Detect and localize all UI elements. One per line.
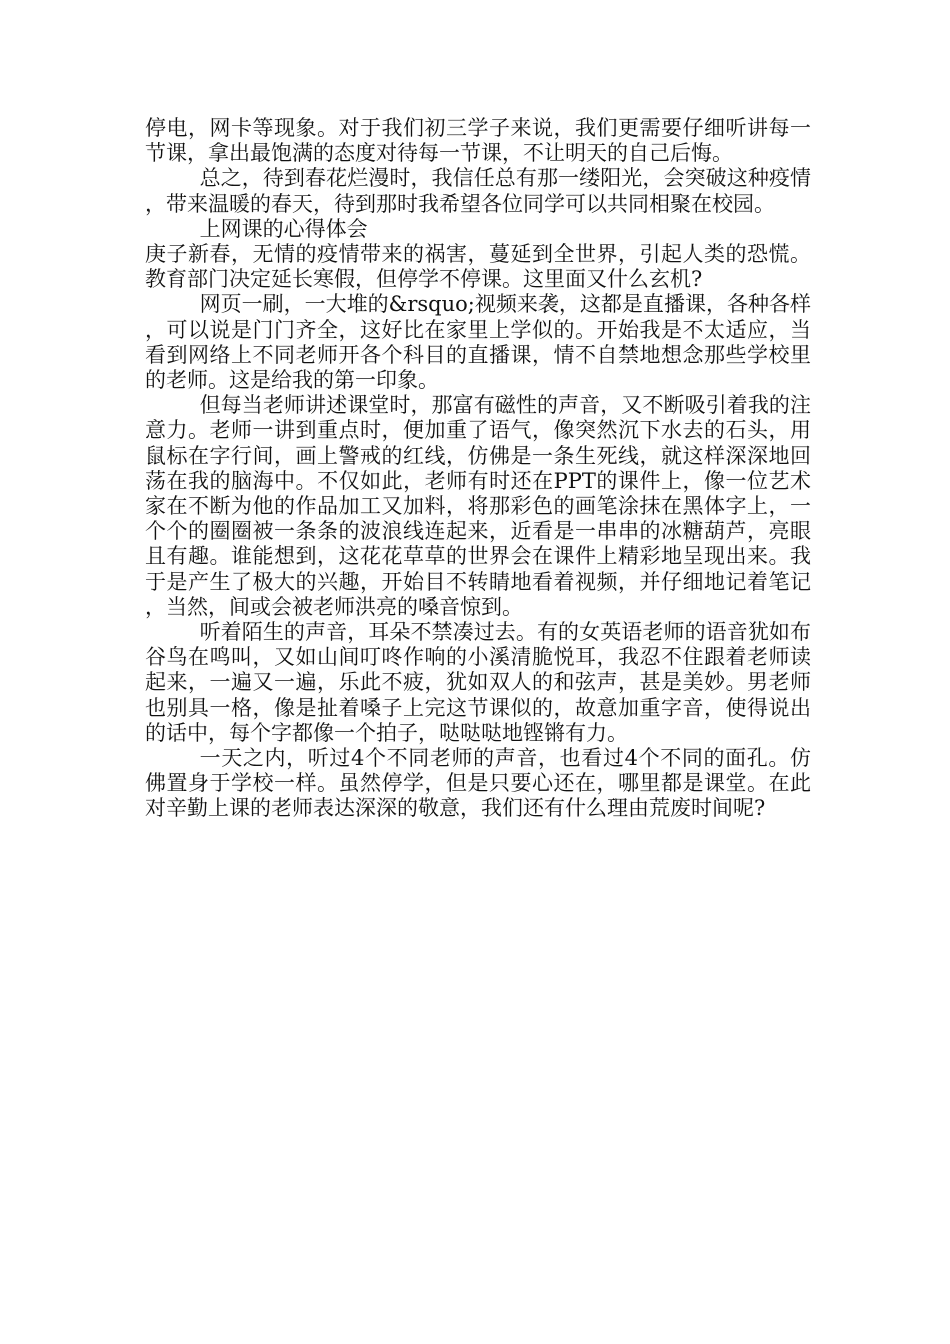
paragraph-continuation: 停电，网卡等现象。对于我们初三学子来说，我们更需要仔细听讲每一节课，拿出最饱满的态度对待每一节课，不让明天的自己后悔。 [145,116,811,166]
section-heading: 上网课的心得体会 [199,216,368,241]
paragraph-conclusion: 总之，待到春花烂漫时，我信任总有那一缕阳光，会突破这种疫情，带来温暖的春天，待到那时我希望各位同学可以共同相聚在校园。 [145,166,811,216]
document-page [145,116,811,822]
paragraph-webpage: 网页一刷，一大堆的&rsquo;视频来袭，这都是直播课，各种各样，可以说是门门齐全，这好比在家里上学似的。开始我是不太适应，当看到网络上不同老师开各个科目的直播课，情不自禁地想念那些学校里的老师。这是给我的第一印象。 [145,292,811,393]
paragraph-unfamiliar-voice: 听着陌生的声音，耳朵不禁凑过去。有的女英语老师的语音犹如布谷鸟在鸣叫，又如山间叮咚作响的小溪清脆悦耳，我忍不住跟着老师读起来，一遍又一遍，乐此不疲，犹如双人的和弦声，甚是美妙。男老师也别具一格，像是扯着嗓子上完这节课似的，故意加重字音，使得说出的话中，每个字都像一个拍子，哒哒哒地铿锵有力。 [145,620,811,745]
paragraph-teacher-voice: 但每当老师讲述课堂时，那富有磁性的声音，又不断吸引着我的注意力。老师一讲到重点时，便加重了语气，像突然沉下水去的石头，用鼠标在字行间，画上警戒的红线，仿佛是一条生死线，就这样深深地回荡在我的脑海中。不仅如此，老师有时还在PPT的课件上，像一位艺术家在不断为他的作品加工又加料，将那彩色的画笔涂抹在黑体字上，一个个的圈圈被一条条的波浪线连起来，近看是一串串的冰糖葫芦，亮眼且有趣。谁能想到，这花花草草的世界会在课件上精彩地呈现出来。我于是产生了极大的兴趣，开始目不转睛地看着视频，并仔细地记着笔记，当然，间或会被老师洪亮的嗓音惊到。 [145,393,811,619]
paragraph-one-day: 一天之内，听过4个不同老师的声音，也看过4个不同的面孔。仿佛置身于学校一样。虽然停学，但是只要心还在，哪里都是课堂。在此对辛勤上课的老师表达深深的敬意，我们还有什么理由荒废时间呢? [145,746,811,821]
paragraph-intro: 庚子新春，无情的疫情带来的祸害，蔓延到全世界，引起人类的恐慌。教育部门决定延长寒假，但停学不停课。这里面又什么玄机? [145,242,811,292]
